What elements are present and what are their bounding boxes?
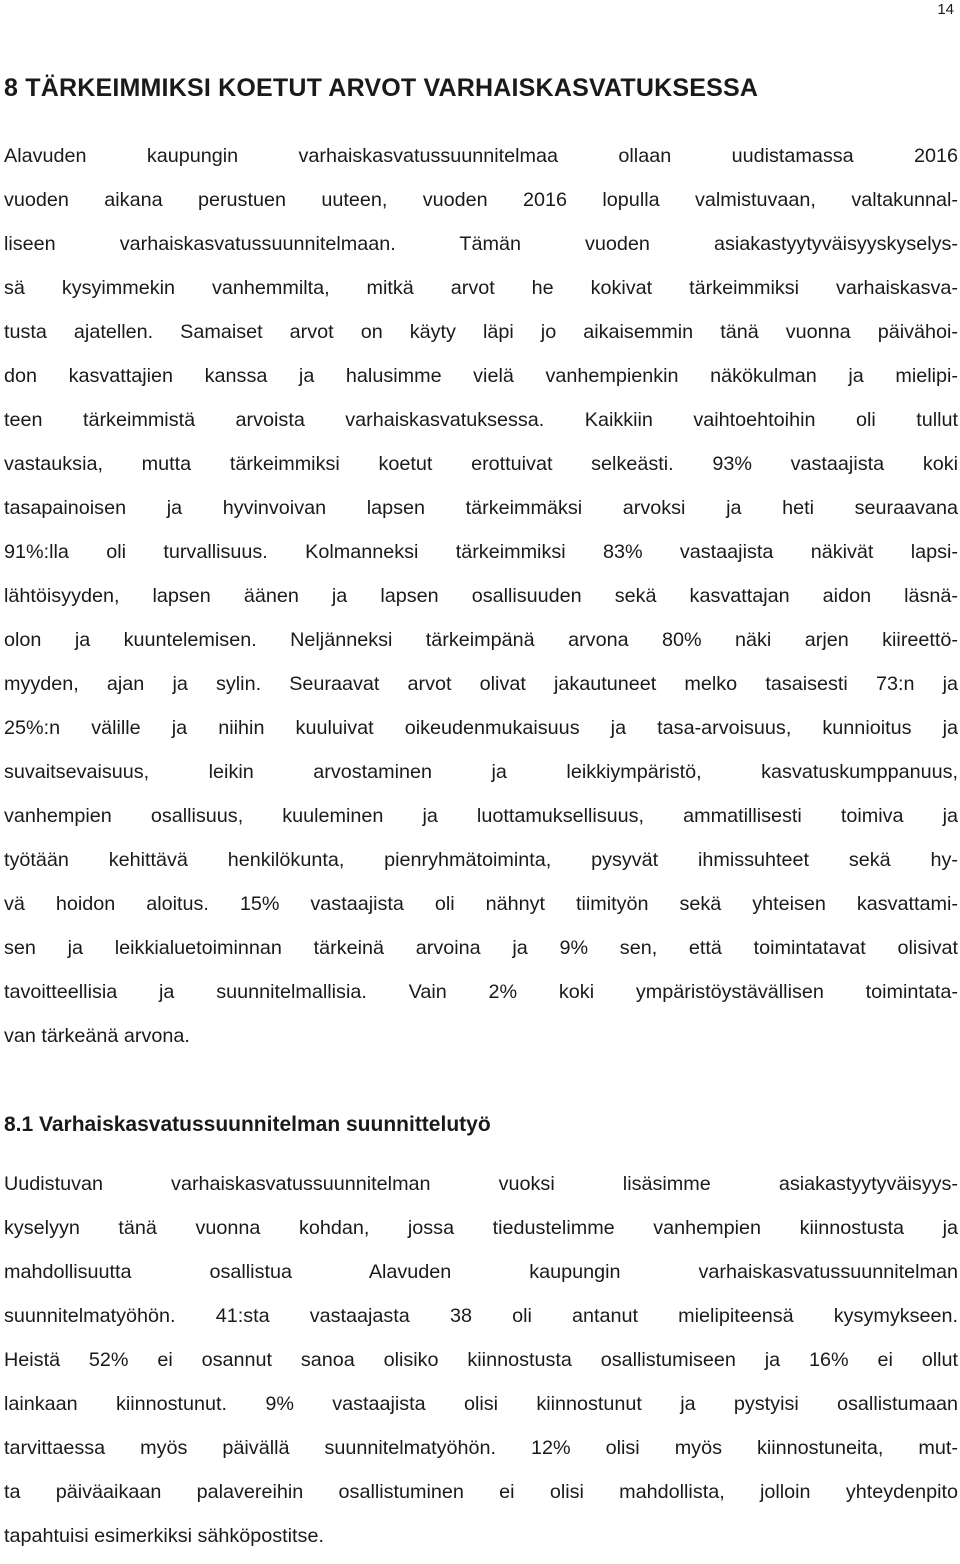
main-heading: 8 TÄRKEIMMIKSI KOETUT ARVOT VARHAISKASVATUKSESSA [4, 74, 759, 102]
text-line: liseen varhaiskasvatussuunnitelmaan. Tämän vuoden asiakastyytyväisyyskyselys- [4, 233, 958, 255]
text-line: 91%:lla oli turvallisuus. Kolmanneksi tärkeimmiksi 83% vastaajista näkivät lapsi- [4, 541, 958, 563]
text-line: Heistä 52% ei osannut sanoa olisiko kiinnostusta osallistumiseen ja 16% ei ollut [4, 1349, 958, 1371]
sub-heading: 8.1 Varhaiskasvatussuunnitelman suunnittelutyö [4, 1113, 491, 1136]
text-line: tasapainoisen ja hyvinvoivan lapsen tärkeimmäksi arvoksi ja heti seuraavana [4, 497, 958, 519]
text-line: Alavuden kaupungin varhaiskasvatussuunnitelmaa ollaan uudistamassa 2016 [4, 145, 958, 167]
text-line: don kasvattajien kanssa ja halusimme vielä vanhempienkin näkökulman ja mielipi- [4, 365, 958, 387]
text-line: tapahtuisi esimerkiksi sähköpostitse. [4, 1525, 324, 1547]
text-line: van tärkeänä arvona. [4, 1025, 190, 1047]
text-line: Uudistuvan varhaiskasvatussuunnitelman vuoksi lisäsimme asiakastyytyväisyys- [4, 1173, 958, 1195]
paragraph-planning [4, 1162, 958, 1558]
text-line: tarvittaessa myös päivällä suunnitelmatyöhön. 12% olisi myös kiinnostuneita, mut- [4, 1437, 958, 1459]
text-line: olon ja kuuntelemisen. Neljänneksi tärkeimpänä arvona 80% näki arjen kiireettö- [4, 629, 958, 651]
text-line: sä kysyimmekin vanhemmilta, mitkä arvot he kokivat tärkeimmiksi varhaiskasva- [4, 277, 958, 299]
text-line: ta päiväaikaan palavereihin osallistuminen ei olisi mahdollista, jolloin yhteydenpito [4, 1481, 958, 1503]
text-line: vanhempien osallisuus, kuuleminen ja luottamuksellisuus, ammatillisesti toimiva ja [4, 805, 958, 827]
text-line: vastauksia, mutta tärkeimmiksi koetut erottuivat selkeästi. 93% vastaajista koki [4, 453, 958, 475]
text-line: 25%:n välille ja niihin kuuluivat oikeudenmukaisuus ja tasa-arvoisuus, kunnioitus ja [4, 717, 958, 739]
text-line: suunnitelmatyöhön. 41:sta vastaajasta 38 oli antanut mielipiteensä kysymykseen. [4, 1305, 958, 1327]
text-line: vä hoidon aloitus. 15% vastaajista oli nähnyt tiimityön sekä yhteisen kasvattami- [4, 893, 958, 915]
text-line: lainkaan kiinnostunut. 9% vastaajista olisi kiinnostunut ja pystyisi osallistumaan [4, 1393, 958, 1415]
text-line: vuoden aikana perustuen uuteen, vuoden 2016 lopulla valmistuvaan, valtakunnal- [4, 189, 958, 211]
text-line: kyselyyn tänä vuonna kohdan, jossa tiedustelimme vanhempien kiinnostusta ja [4, 1217, 958, 1239]
text-line: työtään kehittävä henkilökunta, pienryhmätoiminta, pysyvät ihmissuhteet sekä hy- [4, 849, 958, 871]
text-line: sen ja leikkialuetoiminnan tärkeinä arvoina ja 9% sen, että toimintatavat olisivat [4, 937, 958, 959]
text-line: suvaitsevaisuus, leikin arvostaminen ja leikkiympäristö, kasvatuskumppanuus, [4, 761, 958, 783]
text-line: lähtöisyyden, lapsen äänen ja lapsen osallisuuden sekä kasvattajan aidon läsnä- [4, 585, 958, 607]
paragraph-values [4, 134, 958, 1058]
text-line: myyden, ajan ja sylin. Seuraavat arvot olivat jakautuneet melko tasaisesti 73:n ja [4, 673, 958, 695]
text-line: mahdollisuutta osallistua Alavuden kaupungin varhaiskasvatussuunnitelman [4, 1261, 958, 1283]
page-number: 14 [937, 1, 954, 18]
text-line: tavoitteellisia ja suunnitelmallisia. Vain 2% koki ympäristöystävällisen toimintata- [4, 981, 958, 1003]
text-line: teen tärkeimmistä arvoista varhaiskasvatuksessa. Kaikkiin vaihtoehtoihin oli tullut [4, 409, 958, 431]
text-line: tusta ajatellen. Samaiset arvot on käyty läpi jo aikaisemmin tänä vuonna päivähoi- [4, 321, 958, 343]
